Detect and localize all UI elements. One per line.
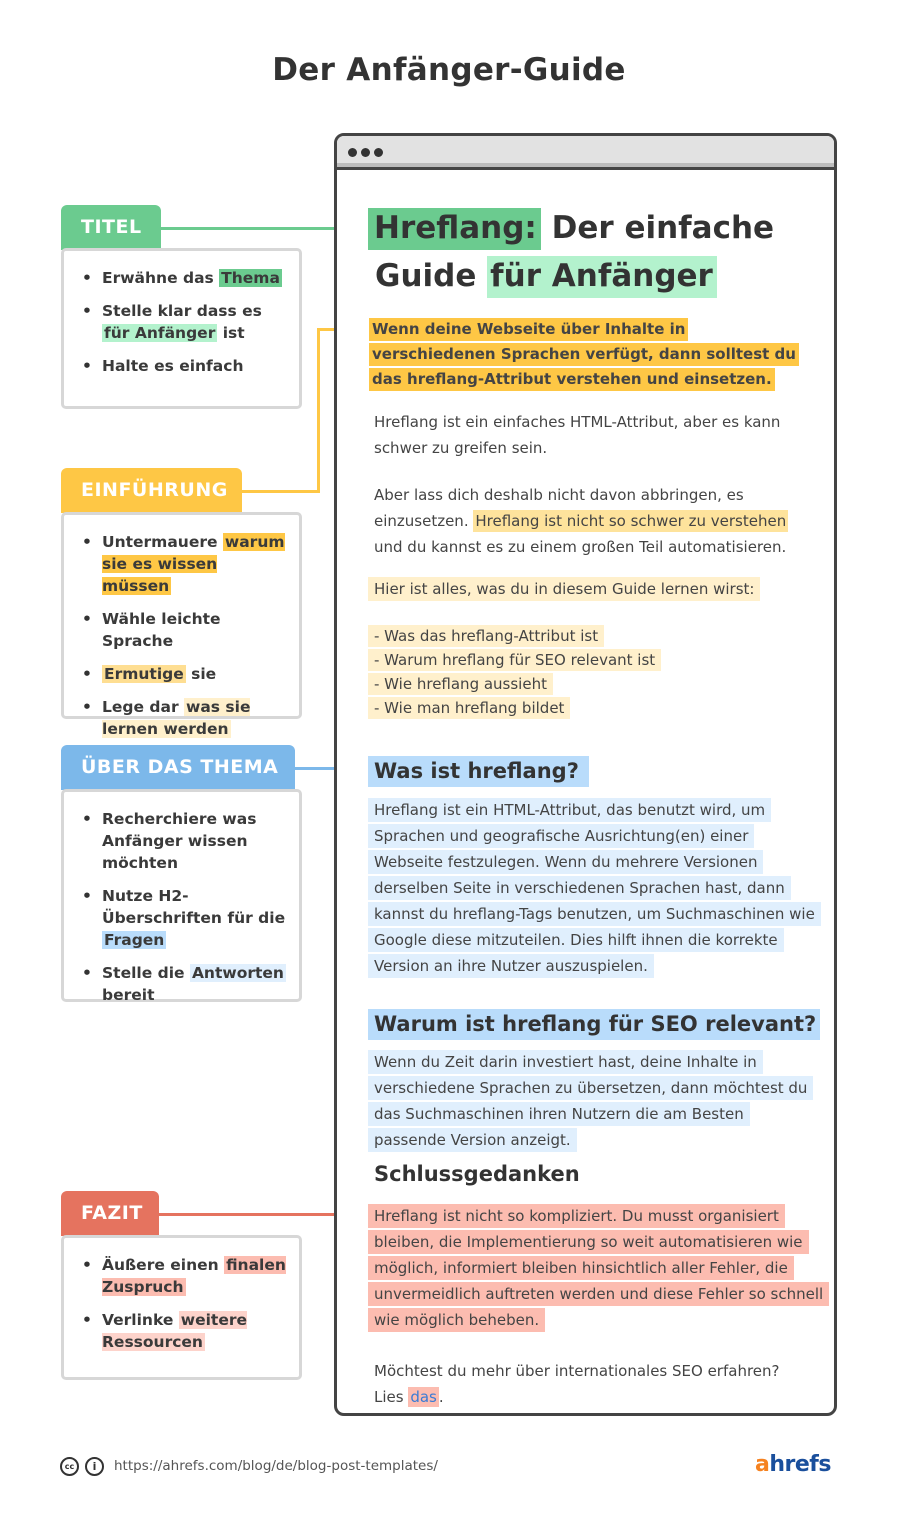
- creative-commons-icon: cc: [60, 1457, 79, 1476]
- card-thema: [61, 789, 302, 1002]
- tip-item: • Ermutige sie: [80, 663, 289, 685]
- tag-label: ÜBER DAS THEMA: [81, 756, 279, 778]
- tip-item: • Lege dar was sie lernen werden: [80, 696, 289, 740]
- read-more-link[interactable]: das: [410, 1388, 437, 1406]
- list-item: - Warum hreflang für SEO relevant ist: [368, 648, 813, 672]
- connector-fazit: [158, 1213, 350, 1216]
- card-titel: [61, 248, 302, 409]
- attribution-icon: i: [85, 1457, 104, 1476]
- paragraph-4: Hreflang ist ein HTML-Attribut, das benutzt wird, um Sprachen und geografische Ausrichtung(en) einer Webseite festzulegen. Wenn du mehrere Versionen derselben Seite in verschiedenen Sprachen hast, dann kannst du hreflang-Tags benutzen, um Suchmaschinen wie Google diese mitzuteilen. Dies hilft ihnen die korrekte Version an ihre Nutzer auszuspielen.: [368, 797, 818, 979]
- heading-warum-seo: Warum ist hreflang für SEO relevant?: [368, 1007, 820, 1041]
- paragraph-7: Möchtest du mehr über internationales SEO erfahren? Lies das .: [374, 1362, 780, 1406]
- tip-item: • Äußere einen finalen Zuspruch: [80, 1254, 289, 1298]
- list-item: - Was das hreflang-Attribut ist: [368, 624, 813, 648]
- tag-label: TITEL: [81, 216, 142, 238]
- tip-item: • Stelle die Antworten bereit: [80, 962, 289, 1006]
- window-dots-icon: [348, 148, 383, 157]
- paragraph-1: Hreflang ist ein einfaches HTML-Attribut, aber es kann schwer zu greifen sein.: [374, 413, 781, 457]
- intro-paragraph: Wenn deine Webseite über Inhalte in verschiedenen Sprachen verfügt, dann solltest du das hreflang-Attribut verstehen und einsetzen.: [369, 317, 799, 392]
- connector-titel: [160, 227, 350, 230]
- card-einfuehrung: [61, 512, 302, 738]
- paragraph-3: Hier ist alles, was du in diesem Guide lernen wirst:: [368, 576, 813, 602]
- connector-einfuehrung-v: [317, 328, 320, 493]
- paragraph-6: Hreflang ist nicht so kompliziert. Du musst organisiert bleiben, die Implementierung so weit automatisieren wie möglich, informiert bleiben hinsichtlich aller Fehler, die unvermeidlich auftreten werden und diese Fehler so schnell wie möglich beheben.: [368, 1203, 828, 1333]
- tag-label: FAZIT: [81, 1202, 143, 1224]
- tip-item: • Verlinke weitere Ressourcen: [80, 1309, 289, 1353]
- browser-titlebar: [337, 136, 834, 170]
- tip-item: • Recherchiere was Anfänger wissen möchten: [80, 808, 289, 874]
- tag-einfuehrung: [61, 468, 242, 513]
- page-title: Der Anfänger-Guide: [272, 52, 626, 88]
- browser-window: [334, 133, 837, 1416]
- tip-item: • Wähle leichte Sprache: [80, 608, 289, 652]
- card-fazit: [61, 1235, 302, 1380]
- tip-item: • Nutze H2-Überschriften für die Fragen: [80, 885, 289, 951]
- source-url[interactable]: https://ahrefs.com/blog/de/blog-post-templates/: [114, 1458, 438, 1474]
- list-item: - Wie hreflang aussieht: [368, 672, 813, 696]
- ahrefs-logo: ahrefs: [755, 1452, 831, 1477]
- list-item: - Wie man hreflang bildet: [368, 696, 813, 720]
- tip-item: • Halte es einfach: [80, 355, 289, 377]
- paragraph-5: Wenn du Zeit darin investiert hast, deine Inhalte in verschiedene Sprachen zu übersetzen, dann möchtest du das Suchmaschinen ihren Nutzern die am Besten passende Version anzeigt.: [368, 1049, 808, 1153]
- tag-fazit: [61, 1191, 159, 1236]
- learn-list: [368, 624, 813, 720]
- tip-item: • Erwähne das Thema: [80, 267, 289, 289]
- connector-einfuehrung-h: [241, 490, 320, 493]
- heading-schlussgedanken: Schlussgedanken: [374, 1162, 580, 1186]
- tip-item: • Stelle klar dass es für Anfänger ist: [80, 300, 289, 344]
- tag-titel: [61, 205, 161, 250]
- tag-label: EINFÜHRUNG: [81, 479, 228, 501]
- article-h1: Hreflang: Der einfache Guide für Anfänger: [368, 204, 828, 300]
- paragraph-2: Aber lass dich deshalb nicht davon abbringen, es einzusetzen. Hreflang ist nicht so schwer zu verstehen und du kannst es zu einem großen Teil automatisieren.: [374, 486, 787, 556]
- heading-was-ist-hreflang: Was ist hreflang?: [368, 754, 589, 788]
- tag-thema: [61, 745, 295, 790]
- tip-item: • Untermauere warum sie es wissen müssen: [80, 531, 289, 597]
